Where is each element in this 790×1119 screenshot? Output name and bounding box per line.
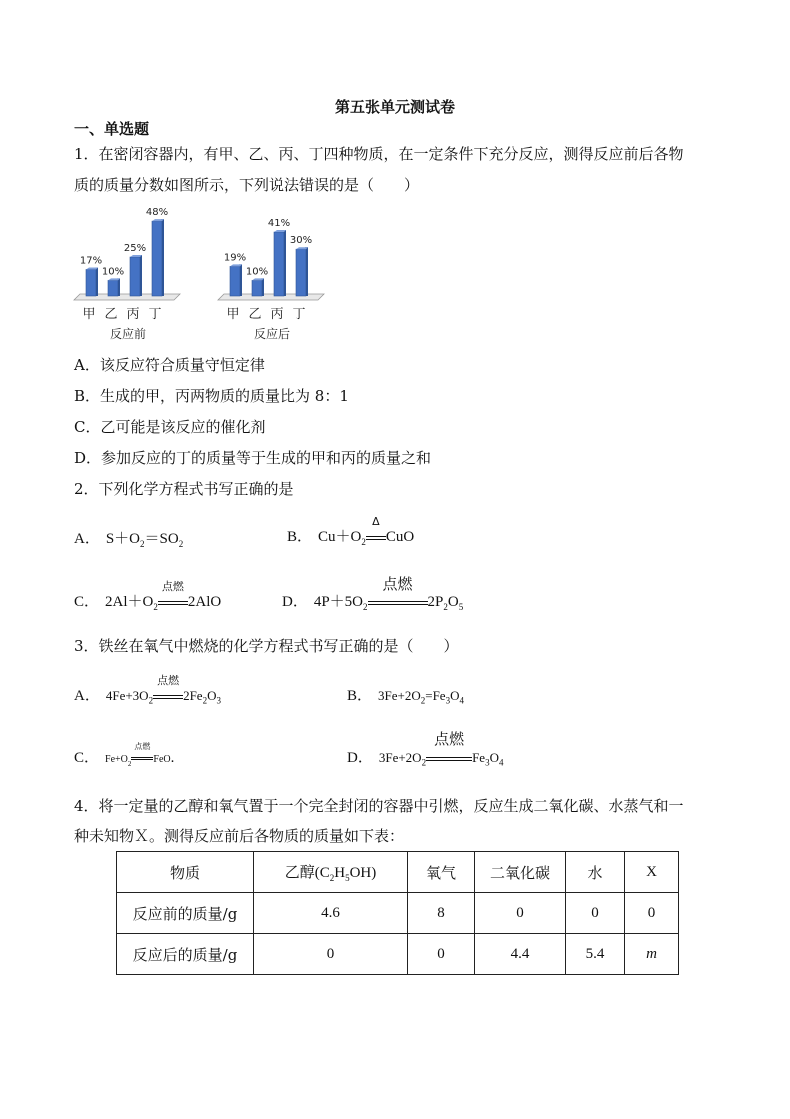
table-header-cell: 氧气 [408, 852, 475, 893]
category-label: 丁 [148, 307, 162, 322]
q3-option-d[interactable]: D． $3Fe+2O_2$ 点燃 $Fe_3O_4$ [347, 730, 504, 768]
chart-caption: 反应后 [253, 327, 291, 341]
bar [296, 249, 306, 296]
data-label: 19% [223, 252, 247, 264]
bar-top [230, 264, 242, 266]
table-cell: 4.4 [475, 934, 566, 975]
table-cell: 反应前的质量/g [117, 893, 254, 934]
q1-option-d[interactable]: D．参加反应的丁的质量等于生成的甲和丙的质量之和 [74, 449, 432, 467]
data-label: 41% [267, 218, 291, 230]
q1-option-c[interactable]: C．乙可能是该反应的催化剂 [74, 418, 266, 436]
table-cell: 0 [625, 893, 679, 934]
category-label: 丙 [270, 307, 284, 322]
table-header-row [117, 852, 679, 893]
q3-stem: 3．铁丝在氧气中燃烧的化学方程式书写正确的是（ ） [74, 637, 459, 655]
q1-option-b[interactable]: B．生成的甲，丙两物质的质量比为 8：1 [74, 387, 349, 405]
bar [108, 280, 118, 296]
section-heading: 一、单选题 [74, 120, 150, 138]
data-label: 30% [289, 235, 313, 247]
data-label: 10% [245, 266, 269, 278]
category-label: 甲 [226, 307, 240, 322]
table-header-cell: 水 [566, 852, 625, 893]
data-label: 10% [101, 266, 125, 278]
table-cell: 4.6 [254, 893, 408, 934]
bar-top [152, 219, 164, 221]
q2-stem: 2．下列化学方程式书写正确的是 [74, 480, 294, 498]
bar-top [252, 278, 264, 280]
table-header-cell: 物质 [117, 852, 254, 893]
q3-option-c[interactable]: C． $Fe+O_2$ 点燃 FeO. [74, 742, 175, 768]
q1-stem-line2: 质的质量分数如图所示，下列说法错误的是（ ） [74, 176, 420, 194]
q3-option-b[interactable]: B． $3Fe+2O_2=Fe_3O_4$ [347, 688, 464, 706]
q1-bar-charts [60, 200, 380, 350]
bar [152, 221, 162, 296]
category-label: 乙 [104, 307, 118, 322]
bar [130, 257, 140, 296]
data-label: 25% [123, 243, 147, 254]
q4-stem-line1: 4．将一定量的乙醇和氧气置于一个完全封闭的容器中引燃，反应生成二氧化碳、水蒸气和一 [74, 797, 684, 815]
q2-option-c[interactable]: C． $2Al+O_2$ 点燃 2AlO [74, 580, 222, 612]
table-cell: m [625, 934, 679, 975]
q1-stem-line1: 1．在密闭容器内，有甲、乙、丙、丁四种物质，在一定条件下充分反应，测得反应前后各物 [74, 145, 684, 163]
chart-caption: 反应前 [109, 327, 147, 341]
bar-top [86, 267, 98, 269]
category-label: 丁 [292, 307, 306, 322]
table-header-cell: 二氧化碳 [475, 852, 566, 893]
table-cell: 0 [408, 934, 475, 975]
table-header-cell: X [625, 852, 679, 893]
category-label: 丙 [126, 307, 140, 322]
q2-option-a[interactable]: A． $S+O_2=SO_2$ [74, 531, 184, 549]
table-cell: 0 [566, 893, 625, 934]
bar [274, 232, 284, 296]
bar-top [130, 255, 142, 257]
table-cell: 0 [475, 893, 566, 934]
q4-stem-line2: 种未知物Ｘ。测得反应前后各物质的质量如下表： [74, 827, 405, 845]
q1-option-a[interactable]: A．该反应符合质量守恒定律 [74, 356, 265, 374]
bar [86, 269, 96, 296]
chart-after [218, 218, 324, 341]
category-label: 乙 [248, 307, 262, 322]
bar [252, 280, 262, 296]
table-cell: 0 [254, 934, 408, 975]
table-cell: 5.4 [566, 934, 625, 975]
bar [230, 266, 240, 296]
q4-data-table [116, 851, 679, 975]
table-cell: 8 [408, 893, 475, 934]
category-label: 甲 [82, 307, 96, 322]
bar-top [108, 278, 120, 280]
chart-before [74, 207, 180, 341]
table-row [117, 893, 679, 934]
bar-top [296, 247, 308, 249]
q3-option-a[interactable]: A． $4Fe+3O_2$ 点燃 $2Fe_2O_3$ [74, 674, 221, 706]
page-title: 第五张单元测试卷 [334, 98, 455, 116]
table-header-cell: 乙醇$(C_2H_5OH)$ [254, 852, 408, 893]
table-row [117, 934, 679, 975]
bar-top [274, 230, 286, 232]
table-cell: 反应后的质量/g [117, 934, 254, 975]
q2-option-b[interactable]: B． $Cu+O_2$ Δ CuO [287, 515, 415, 547]
data-label: 17% [79, 255, 103, 267]
data-label: 48% [145, 207, 169, 219]
q2-option-d[interactable]: D． $4P+5O_2$ 点燃 $2P_2O_5$ [282, 575, 464, 612]
